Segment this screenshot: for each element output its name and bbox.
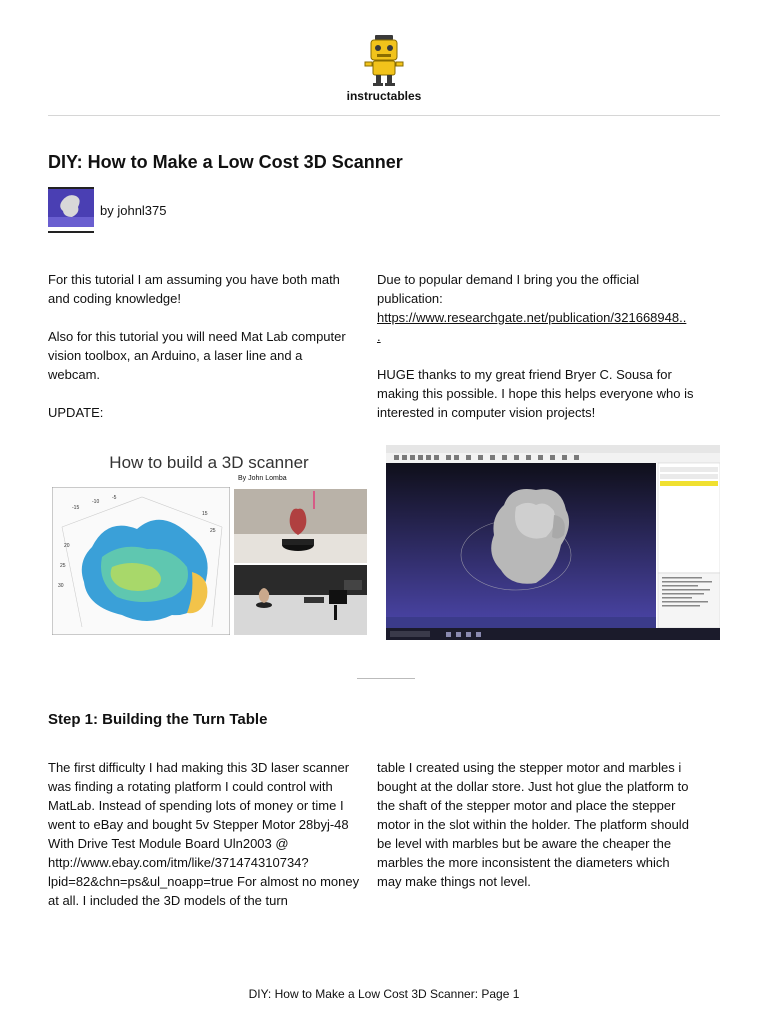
svg-text:20: 20 <box>64 543 70 549</box>
turntable-photo <box>234 489 367 563</box>
svg-text:30: 30 <box>58 583 64 589</box>
robot-icon <box>362 33 406 87</box>
intro-right-column <box>377 270 707 422</box>
author-byline[interactable]: by johnl375 <box>100 203 167 218</box>
author-avatar[interactable] <box>48 187 94 235</box>
collage-title: How to build a 3D scanner <box>109 453 309 472</box>
step1-text-1: The first difficulty I had making this 3D laser scanner was finding a rotating platform I could control with MatLab. Instead of spending lots of money or time I went to eBay and bought 5v Stepper Motor 28byj-48 With Drive Test Module Board Uln2003 @ http://www.ebay.com/itm/like/371474310734?lpid=82&chn=ps&ul_noapp=true For almost no money at all. I included the 3D models of the turn <box>48 760 360 908</box>
svg-text:-5: -5 <box>112 495 117 501</box>
instructables-robot-logo[interactable] <box>362 33 406 87</box>
point-cloud-plot <box>52 487 230 635</box>
intro-update-label: UPDATE: <box>48 405 104 420</box>
scanner-collage-image[interactable] <box>50 445 368 637</box>
desk-setup-photo <box>234 565 367 635</box>
step1-text-2: table I created using the stepper motor and marbles i bought at the dollar store. Just hot glue the platform to the shaft of the stepper motor and place the stepper motor in the slot within the holder. The platform should be level with marbles but be aware the cheaper the marbles the more inconsistent the diameters which may make things not level. <box>377 760 689 889</box>
svg-text:25: 25 <box>60 563 66 569</box>
svg-text:15: 15 <box>202 511 208 517</box>
header-divider <box>48 115 720 116</box>
publication-link-tail[interactable]: . <box>377 329 381 344</box>
page-footer: DIY: How to Make a Low Cost 3D Scanner: Page 1 <box>248 987 520 1001</box>
thanks-paragraph: HUGE thanks to my great friend Bryer C. Sousa for making this possible. I hope this helps everyone who is interested in computer vision projects! <box>377 367 694 420</box>
svg-text:-10: -10 <box>92 499 100 505</box>
brand-name: instructables <box>346 89 422 103</box>
publication-lead: Due to popular demand I bring you the official publication: <box>377 272 640 306</box>
svg-text:-15: -15 <box>72 505 80 511</box>
intro-paragraph-1: For this tutorial I am assuming you have both math and coding knowledge! <box>48 272 340 306</box>
intro-left-column <box>48 270 358 422</box>
page-title: DIY: How to Make a Low Cost 3D Scanner <box>48 152 403 172</box>
meshlab-screenshot-image[interactable] <box>386 445 720 640</box>
step1-column-2 <box>377 758 697 891</box>
collage-subtitle: By John Lomba <box>238 475 287 482</box>
step1-column-1 <box>48 758 362 910</box>
svg-text:25: 25 <box>210 528 216 534</box>
step-heading: Step 1: Building the Turn Table <box>48 711 268 728</box>
publication-link[interactable]: https://www.researchgate.net/publication/321668948.. <box>377 310 687 325</box>
meshlab-viewer <box>386 445 720 640</box>
section-separator <box>357 678 415 679</box>
intro-paragraph-2: Also for this tutorial you will need Mat Lab computer vision toolbox, an Arduino, a laser line and a webcam. <box>48 329 346 382</box>
